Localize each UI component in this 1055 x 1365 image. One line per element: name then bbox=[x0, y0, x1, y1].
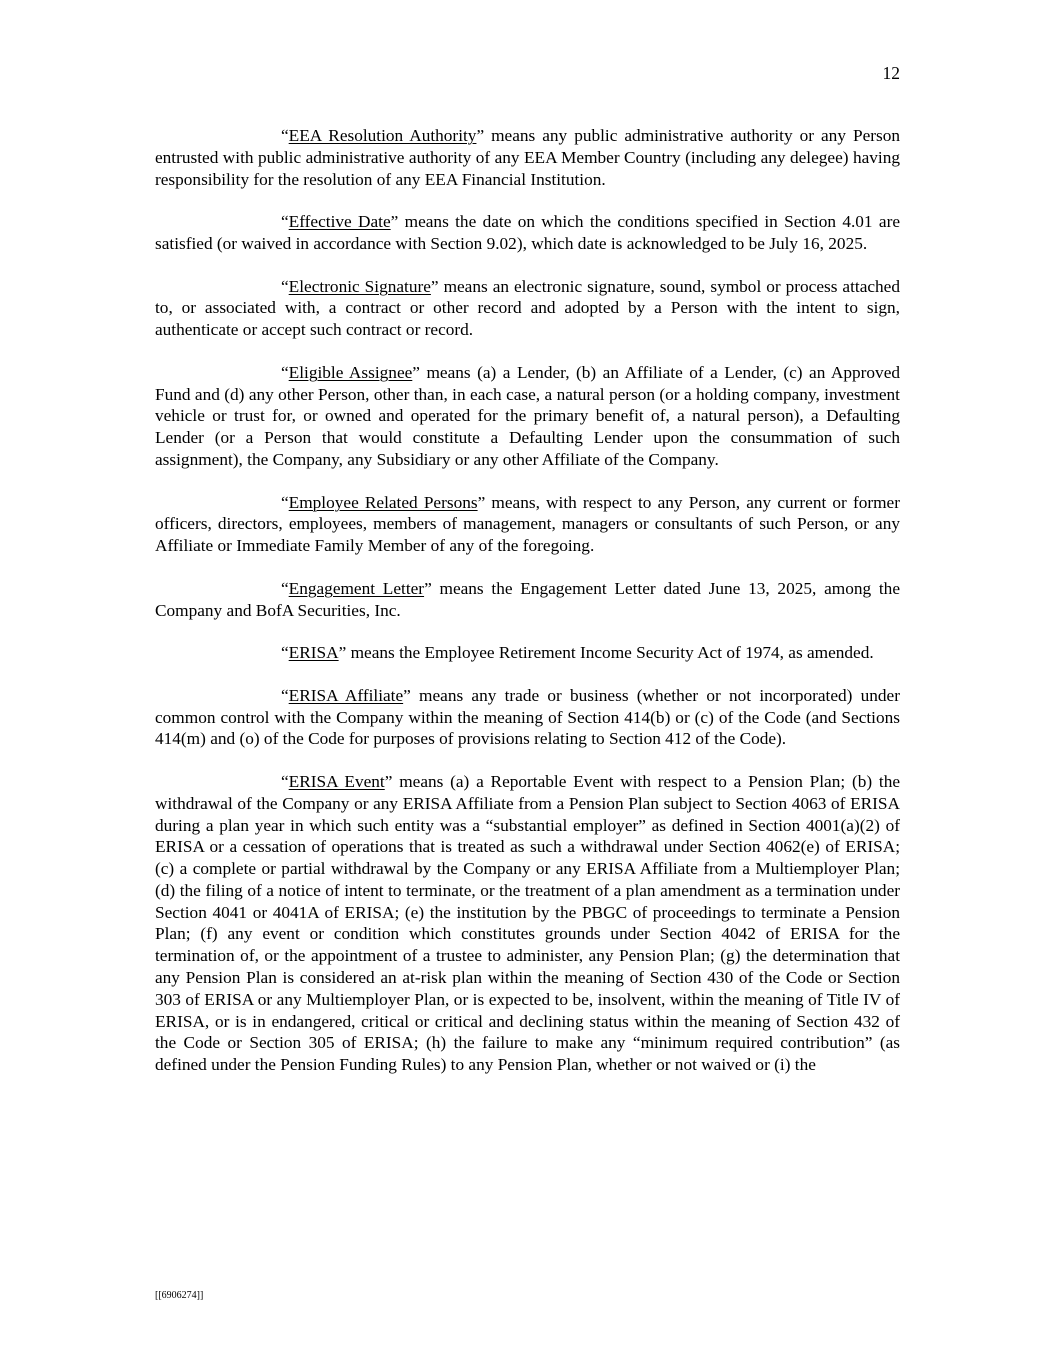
definitions-section bbox=[155, 125, 900, 1097]
definition-text: means an electronic signature, sound, symbol or process attached to, or associated with, a contract or other record and adopted by a Person with the intent to sign, authenticate or accept such contract or record. bbox=[155, 276, 900, 340]
definition-text: means the date on which the conditions specified in Section 4.01 are satisfied (or waived in accordance with Section 9.02), which date is acknowledged to be July 16, 2025. bbox=[155, 212, 900, 253]
definition-paragraph: “ERISA Event” means (a) a Reportable Event with respect to a Pension Plan; (b) the withdrawal of the Company or any ERISA Affiliate from a Pension Plan subject to Section 4063 of ERISA during a plan year in which such entity was a “substantial employer” as defined in Section 4001(a)(2) of ERISA or a cessation of operations that is treated as such a withdrawal under Section 4062(e) of ERISA; (c) a complete or partial withdrawal by the Company or any ERISA Affiliate from a Multiemployer Plan; (d) the filing of a notice of intent to terminate, or the treatment of a plan amendment as a termination under Section 4041 or 4041A of ERISA; (e) the institution by the PBGC of proceedings to terminate a Pension Plan; (f) any event or condition which constitutes grounds under Section 4042 of ERISA for the termination of, or the appointment of a trustee to administer, any Pension Plan; (g) the determination that any Pension Plan is considered an at-risk plan within the meaning of Section 430 of the Code or Section 303 of ERISA or any Multiemployer Plan, or is expected to be, insolvent, within the meaning of Title IV of ERISA, or is in endangered, critical or critical and declining status within the meaning of Section 432 of the Code or Section 305 of ERISA; (h) the failure to make any “minimum required contribution” (as defined under the Pension Funding Rules) to any Pension Plan, whether or not waived or (i) the bbox=[155, 771, 901, 1075]
definition-paragraph: “Engagement Letter” means the Engagement Letter dated June 13, 2025, among the Company and BofA Securities, Inc. bbox=[155, 578, 900, 620]
definition-text: means any public administrative authority or any Person entrusted with public administrative authority of any EEA Member Country (including any delegee) having responsibility for the resolution of any EEA Financial Institution. bbox=[155, 126, 900, 189]
definition-text: means (a) a Lender, (b) an Affiliate of a Lender, (c) an Approved Fund and (d) any other Person, other than, in each case, a natural person (or a holding company, investment vehicle or trust for, or owned and operated for the primary benefit of, a natural person), a Defaulting Lender (or a Person that would constitute a Defaulting Lender upon the consummation of such assignment), the Company, any Subsidiary or any other Affiliate of the Company. bbox=[155, 362, 900, 469]
definition-paragraph: “EEA Resolution Authority” means any public administrative authority or any Person entrusted with public administrative authority of any EEA Member Country (including any delegee) having responsibility for the resolution of any EEA Financial Institution. bbox=[155, 126, 900, 189]
defined-term: EEA Resolution Authority bbox=[288, 126, 477, 145]
document-id-footer: [[6906274]] bbox=[155, 1290, 204, 1301]
defined-term: Engagement Letter bbox=[288, 578, 425, 598]
defined-term: ERISA bbox=[288, 643, 339, 663]
definition-paragraph: “Employee Related Persons” means, with respect to any Person, any current or former officers, directors, employees, members of management, managers or consultants of such Person, or any Affiliate or Immediate Family Member of any of the foregoing. bbox=[155, 492, 900, 556]
defined-term: Effective Date bbox=[288, 212, 391, 232]
definition-text: means the Employee Retirement Income Security Act of 1974, as amended. bbox=[346, 643, 874, 663]
defined-term: Eligible Assignee bbox=[288, 362, 413, 382]
definition-paragraph: “Electronic Signature” means an electronic signature, sound, symbol or process attached to, or associated with, a contract or other record and adopted by a Person with the intent to sign, authenticate or accept such contract or record. bbox=[155, 276, 900, 340]
definition-paragraph: “Eligible Assignee” means (a) a Lender, (b) an Affiliate of a Lender, (c) an Approved Fund and (d) any other Person, other than, in each case, a natural person (or a holding company, investment vehicle or trust for, or owned and operated for the primary benefit of, a natural person), a Defaulting Lender (or a Person that would constitute a Defaulting Lender upon the consummation of such assignment), the Company, any Subsidiary or any other Affiliate of the Company. bbox=[155, 362, 900, 469]
definition-paragraph: “ERISA Affiliate” means any trade or business (whether or not incorporated) under common control with the Company within the meaning of Section 414(b) or (c) of the Code (and Sections 414(m) and (o) of the Code for purposes of provisions relating to Section 412 of the Code). bbox=[155, 685, 900, 749]
definition-paragraph: “ERISA” means the Employee Retirement Income Security Act of 1974, as amended. bbox=[281, 643, 874, 663]
definition-text: means (a) a Reportable Event with respect to a Pension Plan; (b) the withdrawal of the Company or any ERISA Affiliate from a Pension Plan subject to Section 4063 of ERISA during a plan year in which such entity was a “substantial employer” as defined in Section 4001(a)(2) of ERISA or a cessation of operations that is treated as such a withdrawal under Section 4062(e) of ERISA; (c) a complete or partial withdrawal by the Company or any ERISA Affiliate from a Multiemployer Plan; (d) the filing of a notice of intent to terminate, or the treatment of a plan amendment as a termination under Section 4041 or 4041A of ERISA; (e) the institution by the PBGC of proceedings to terminate a Pension Plan; (f) any event or condition which constitutes grounds under Section 4042 of ERISA for the termination of, or the appointment of a trustee to administer, any Pension Plan; (g) the determination that any Pension Plan is considered an at-risk plan within the meaning of Section 430 of the Code or Section 303 of ERISA or any Multiemployer Plan, or is expected to be, insolvent, within the meaning of Title IV of ERISA, or is in endangered, critical or critical and declining status within the meaning of Section 432 of the Code or Section 305 of ERISA; (h) the failure to make any “minimum required contribution” (as defined under the Pension Funding Rules) to any Pension Plan, whether or not waived or (i) the bbox=[155, 771, 901, 1075]
defined-term: ERISA Affiliate bbox=[288, 685, 404, 705]
definition-paragraph: “Effective Date” means the date on which the conditions specified in Section 4.01 are satisfied (or waived in accordance with Section 9.02), which date is acknowledged to be July 16, 2025. bbox=[155, 212, 900, 253]
defined-term: ERISA Event bbox=[288, 771, 385, 791]
definition-text: means any trade or business (whether or not incorporated) under common control with the Company within the meaning of Section 414(b) or (c) of the Code (and Sections 414(m) and (o) of the Code for purposes of provisions relating to Section 412 of the Code). bbox=[155, 685, 900, 749]
definition-text: means, with respect to any Person, any current or former officers, directors, employees, members of management, managers or consultants of such Person, or any Affiliate or Immediate Family Member of any of the foregoing. bbox=[155, 492, 900, 556]
definition-text: means the Engagement Letter dated June 13, 2025, among the Company and BofA Securities, Inc. bbox=[155, 578, 900, 620]
defined-term: Electronic Signature bbox=[288, 276, 431, 296]
page-number: 12 bbox=[882, 63, 900, 83]
defined-term: Employee Related Persons bbox=[288, 492, 478, 512]
